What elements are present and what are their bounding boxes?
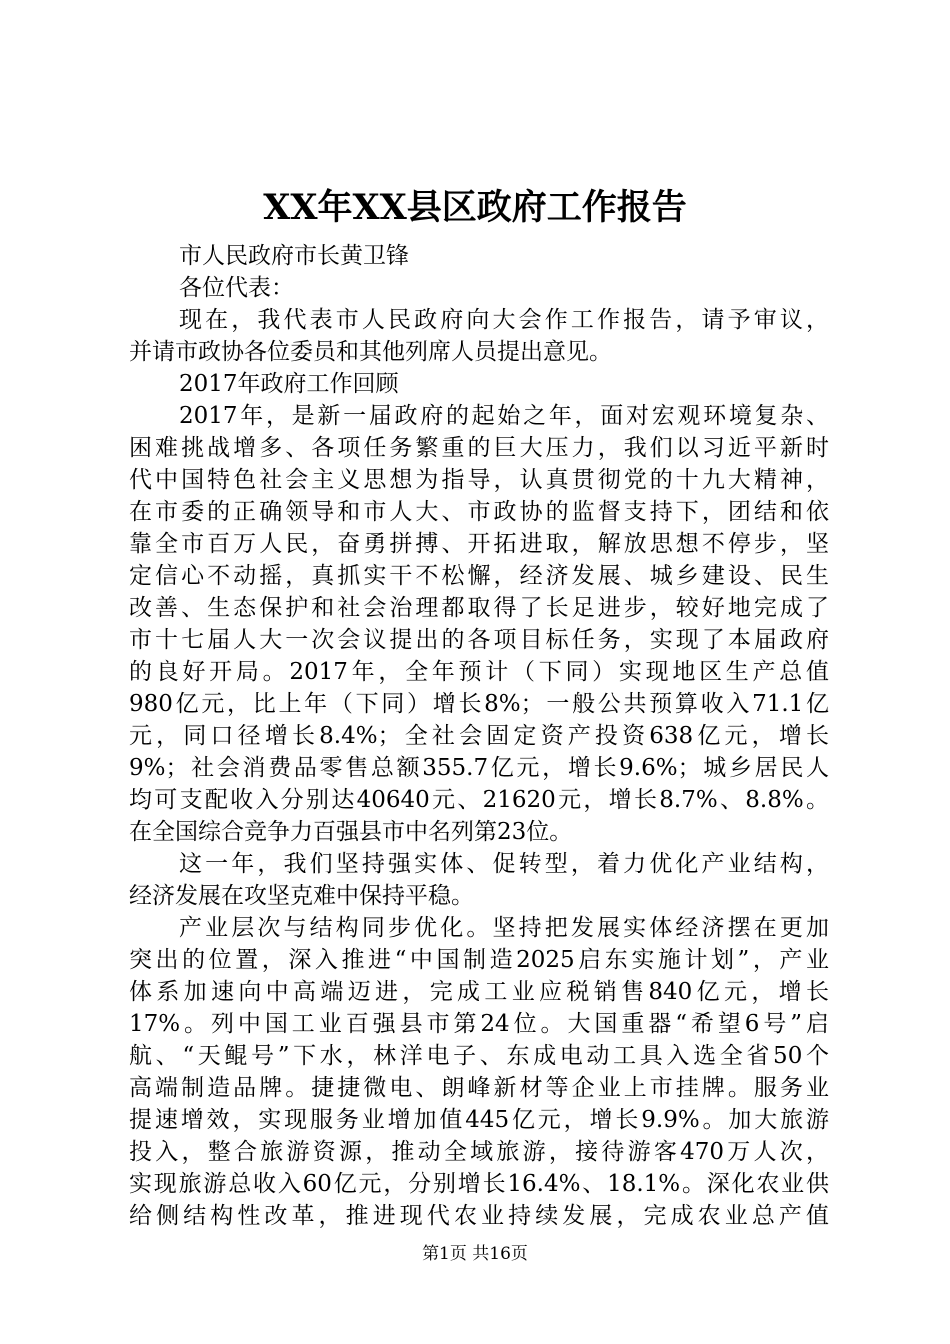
text-line: 均可支配收入分别达40640元、21620元，增长8.7%、8.8%。	[129, 787, 829, 813]
text-line: 投入，整合旅游资源，推动全域旅游，接待游客470万人次，	[129, 1139, 829, 1165]
text-line: 经济发展在攻坚克难中保持平稳。	[129, 883, 474, 909]
text-line: 各位代表：	[179, 275, 294, 301]
text-line: 9%；社会消费品零售总额355.7亿元，增长9.6%；城乡居民人	[129, 755, 829, 781]
text-line: 980亿元，比上年（下同）增长8%；一般公共预算收入71.1亿	[129, 691, 829, 717]
text-line: 给侧结构性改革，推进现代农业持续发展，完成农业总产值	[129, 1203, 829, 1229]
text-line: 产业层次与结构同步优化。坚持把发展实体经济摆在更加	[179, 915, 829, 941]
text-line: 靠全市百万人民，奋勇拼搏、开拓进取，解放思想不停步，坚	[129, 531, 829, 557]
document-title: XX年XX县区政府工作报告	[263, 187, 687, 228]
text-line: 改善、生态保护和社会治理都取得了长足进步，较好地完成了	[129, 595, 829, 621]
text-line: 困难挑战增多、各项任务繁重的巨大压力，我们以习近平新时	[129, 435, 829, 461]
text-line: 市十七届人大一次会议提出的各项目标任务，实现了本届政府	[129, 627, 829, 653]
page-footer: 第1页 共16页	[422, 1244, 528, 1264]
text-line: 提速增效，实现服务业增加值445亿元，增长9.9%。加大旅游	[129, 1107, 829, 1133]
text-line: 代中国特色社会主义思想为指导，认真贯彻党的十九大精神，	[129, 467, 829, 493]
text-line: 高端制造品牌。捷捷微电、朗峰新材等企业上市挂牌。服务业	[129, 1075, 829, 1101]
text-line: 并请市政协各位委员和其他列席人员提出意见。	[129, 339, 612, 365]
text-line: 这一年，我们坚持强实体、促转型，着力优化产业结构，	[179, 851, 829, 877]
text-line: 在全国综合竞争力百强县市中名列第23位。	[129, 819, 573, 845]
text-line: 2017年，是新一届政府的起始之年，面对宏观环境复杂、	[179, 403, 829, 429]
text-line: 定信心不动摇，真抓实干不松懈，经济发展、城乡建设、民生	[129, 563, 829, 589]
text-line: 元，同口径增长8.4%；全社会固定资产投资638亿元，增长	[129, 723, 829, 749]
text-line: 17%。列中国工业百强县市第24位。大国重器“希望6号”启	[129, 1011, 829, 1037]
document-body	[129, 240, 829, 1232]
text-line: 航、“天鲲号”下水，林洋电子、东成电动工具入选全省50个	[129, 1043, 829, 1069]
text-line: 市人民政府市长黄卫锋	[179, 243, 409, 269]
text-line: 实现旅游总收入60亿元，分别增长16.4%、18.1%。深化农业供	[129, 1171, 829, 1197]
text-line: 体系加速向中高端迈进，完成工业应税销售840亿元，增长	[129, 979, 829, 1005]
text-line: 突出的位置，深入推进“中国制造2025启东实施计划”，产业	[129, 947, 829, 973]
text-line: 在市委的正确领导和市人大、市政协的监督支持下，团结和依	[129, 499, 829, 525]
text-line: 现在，我代表市人民政府向大会作工作报告，请予审议，	[179, 307, 829, 333]
text-line: 的良好开局。2017年，全年预计（下同）实现地区生产总值	[129, 659, 829, 685]
text-line: 2017年政府工作回顾	[179, 371, 399, 397]
